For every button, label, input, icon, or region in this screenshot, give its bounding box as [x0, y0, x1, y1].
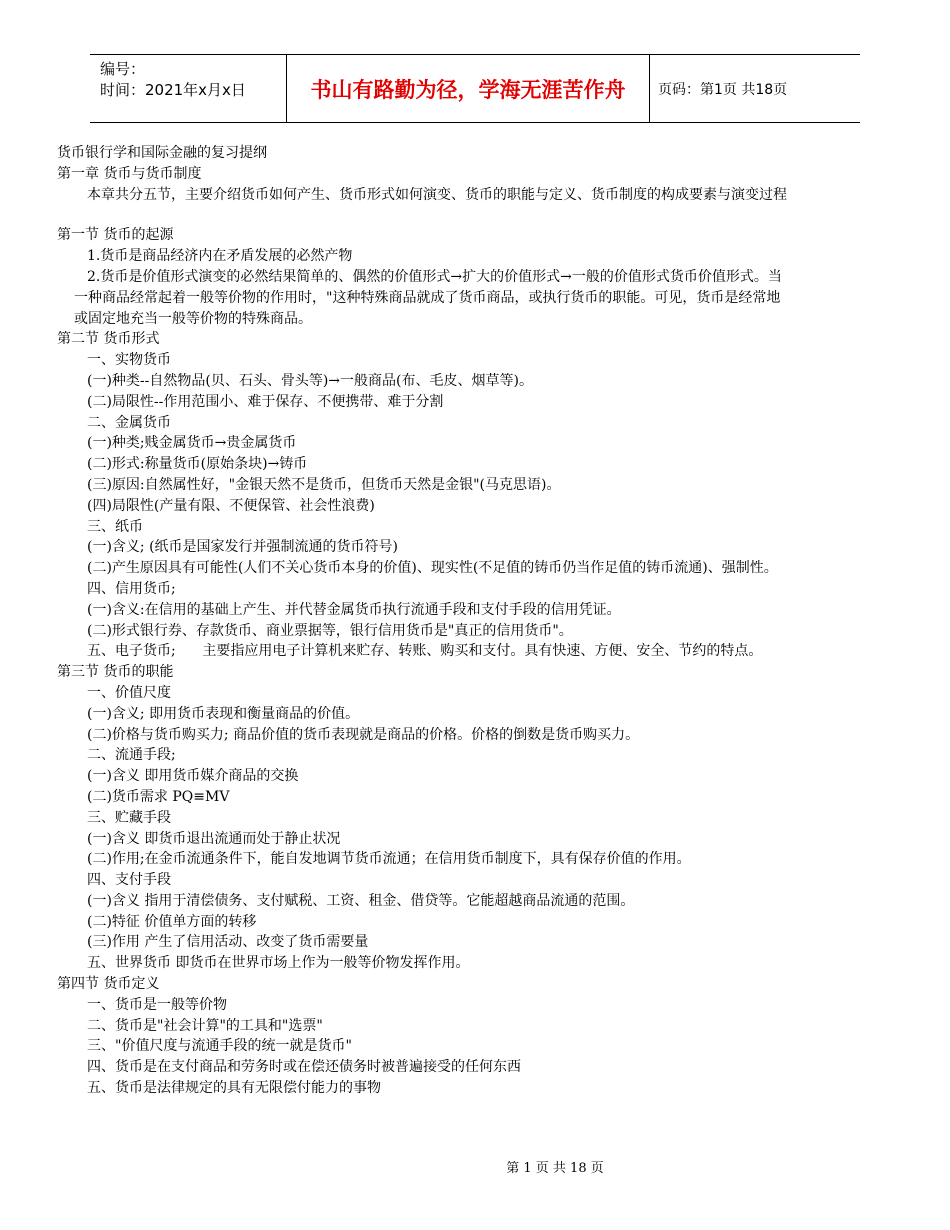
- chapter-heading: 第一章 货币与货币制度: [57, 165, 202, 182]
- list-item: 五、电子货币; 主要指应用电子计算机来贮存、转账、购买和支付。具有快速、方便、安全、节约的特点。: [87, 643, 763, 660]
- list-item: (二)货币需求 PQ≡MV: [87, 788, 230, 805]
- page-header: [90, 54, 860, 123]
- list-item: (一)含义 即用货币媒介商品的交换: [87, 768, 299, 785]
- paragraph: 或固定地充当一般等价物的特殊商品。: [74, 310, 312, 327]
- list-item: (三)原因:自然属性好，"金银天然不是货币，但货币天然是金银"(马克思语)。: [87, 476, 561, 493]
- list-item: (一)含义; 即用货币表现和衡量商品的价值。: [87, 705, 360, 722]
- doc-time-label: 时间：2021年x月x日: [100, 81, 246, 99]
- list-item: 四、信用货币;: [87, 580, 176, 597]
- list-item: (二)产生原因具有可能性(人们不关心货币本身的价值)、现实性(不足值的铸币仍当作足值的铸币流通)、强制性。: [87, 560, 778, 577]
- list-item: 一、价值尺度: [87, 684, 171, 701]
- list-item: (二)局限性--作用范围小、难于保存、不便携带、难于分割: [87, 393, 444, 410]
- doc-number-label: 编号：: [100, 60, 146, 78]
- header-motto: 书山有路勤为径，学海无涯苦作舟: [286, 55, 650, 122]
- section-heading: 第三节 货币的职能: [57, 664, 174, 681]
- list-item: (四)局限性(产量有限、不便保管、社会性浪费): [87, 497, 375, 514]
- list-item: (二)作用;在金币流通条件下，能自发地调节货币流通；在信用货币制度下，具有保存价值的作用。: [87, 851, 691, 868]
- header-page-info: 页码：第1页 共18页: [658, 81, 788, 98]
- section-heading: 第二节 货币形式: [57, 331, 160, 348]
- list-item: (一)含义:在信用的基础上产生、并代替金属货币执行流通手段和支付手段的信用凭证。: [87, 601, 621, 618]
- list-item: 三、贮藏手段: [87, 809, 171, 826]
- list-item: 三、"价值尺度与流通手段的统一就是货币": [87, 1038, 352, 1055]
- header-meta: [90, 55, 286, 122]
- paragraph: 1.货币是商品经济内在矛盾发展的必然产物: [87, 248, 353, 265]
- paragraph: 2.货币是价值形式演变的必然结果简单的、偶然的价值形式→扩大的价值形式→一般的价值形式货币价值形式。当: [87, 268, 782, 285]
- list-item: 一、实物货币: [87, 352, 171, 369]
- spacer: [57, 205, 872, 225]
- list-item: 四、货币是在支付商品和劳务时或在偿还债务时被普遍接受的任何东西: [87, 1059, 521, 1076]
- list-item: (二)价格与货币购买力; 商品价值的货币表现就是商品的价格。价格的倒数是货币购买力。: [87, 726, 640, 743]
- list-item: 二、金属货币: [87, 414, 171, 431]
- list-item: 四、支付手段: [87, 872, 171, 889]
- doc-title: 货币银行学和国际金融的复习提纲: [57, 145, 267, 161]
- list-item: 二、流通手段;: [87, 747, 176, 764]
- list-item: (二)形式:称量货币(原始条块)→铸币: [87, 456, 308, 473]
- list-item: 五、世界货币 即货币在世界市场上作为一般等价物发挥作用。: [87, 955, 470, 972]
- list-item: 五、货币是法律规定的具有无限偿付能力的事物: [87, 1080, 381, 1097]
- list-item: (二)形式银行券、存款货币、商业票据等，银行信用货币是"真正的信用货币"。: [87, 622, 573, 639]
- list-item: (一)含义 即货币退出流通而处于静止状况: [87, 830, 341, 847]
- list-item: 一、货币是一般等价物: [87, 996, 227, 1013]
- list-item: (三)作用 产生了信用活动、改变了货币需要量: [87, 934, 369, 951]
- page-footer: 第 1 页 共 18 页: [506, 1161, 604, 1176]
- list-item: (一)种类;贱金属货币→贵金属货币: [87, 435, 297, 452]
- paragraph: 一种商品经常起着一般等价物的作用时，"这种特殊商品就成了货币商品，或执行货币的职能。可见，货币是经常地: [74, 289, 781, 306]
- section-heading: 第一节 货币的起源: [57, 227, 174, 244]
- list-item: 三、纸币: [87, 518, 143, 535]
- list-item: (一)含义; (纸币是国家发行并强制流通的货币符号): [87, 539, 399, 556]
- document-body: [57, 143, 872, 1099]
- list-item: (二)特征 价值单方面的转移: [87, 913, 257, 930]
- list-item: (一)种类--自然物品(贝、石头、骨头等)→一般商品(布、毛皮、烟草等)。: [87, 372, 533, 389]
- section-heading: 第四节 货币定义: [57, 976, 160, 993]
- chapter-intro: 本章共分五节，主要介绍货币如何产生、货币形式如何演变、货币的职能与定义、货币制度的构成要素与演变过程: [87, 186, 787, 203]
- list-item: (一)含义 指用于清偿债务、支付赋税、工资、租金、借贷等。它能超越商品流通的范围。: [87, 892, 635, 909]
- list-item: 二、货币是"社会计算"的工具和"选票": [87, 1017, 323, 1034]
